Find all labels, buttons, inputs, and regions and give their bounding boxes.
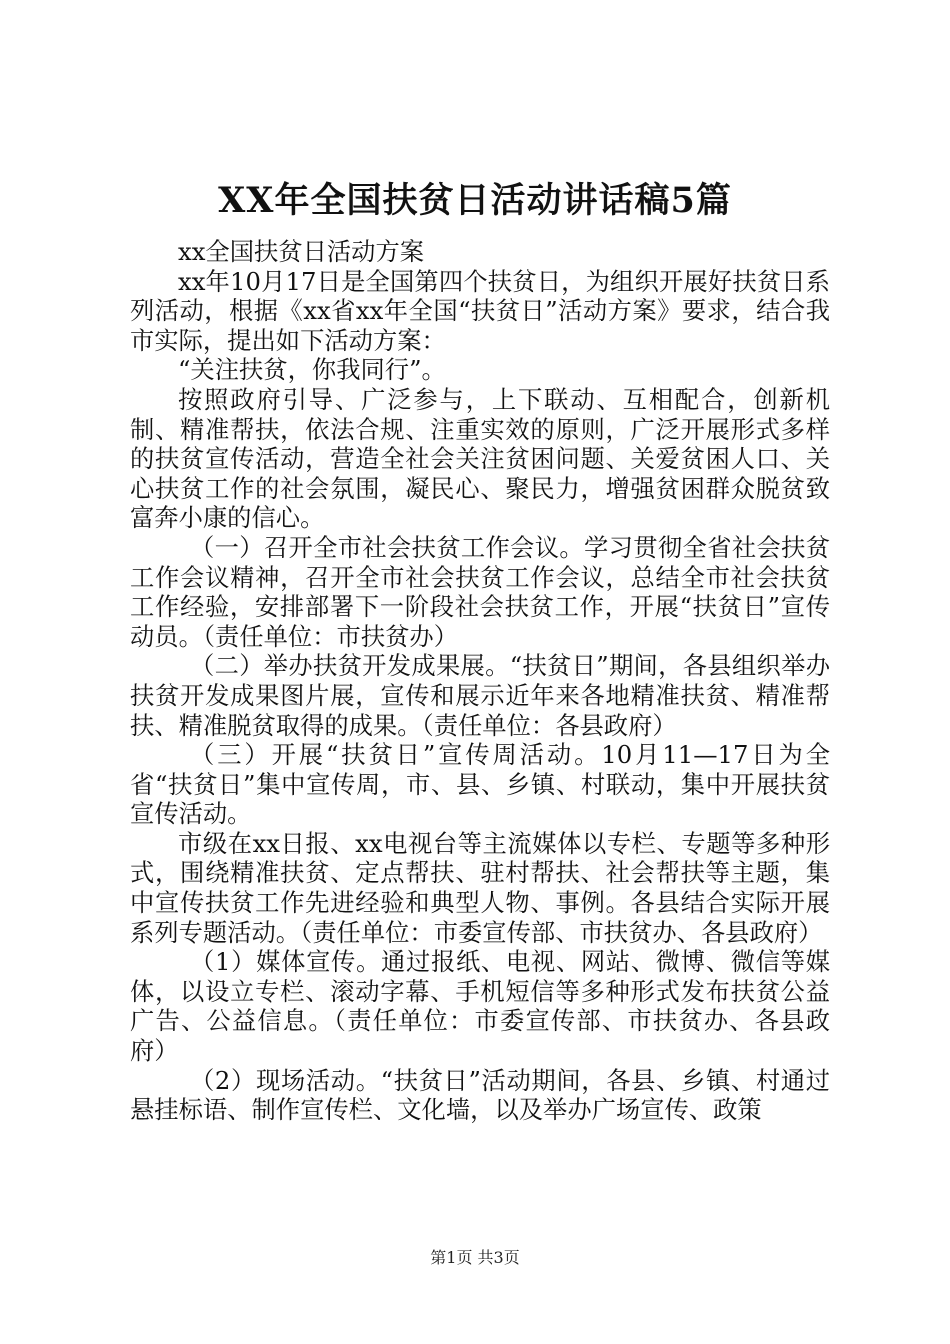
paragraph-intro: xx年10月17日是全国第四个扶贫日，为组织开展好扶贫日系列活动，根据《xx省xx年全国“扶贫日”活动方案》要求，结合我市实际，提出如下活动方案： — [130, 266, 830, 355]
page-footer: 第1页 共3页 — [430, 1248, 520, 1267]
paragraph-plan-heading: xx全国扶贫日活动方案 — [178, 237, 425, 266]
paragraph-item-2: （二）举办扶贫开发成果展。“扶贫日”期间，各县组织举办扶贫开发成果图片展，宣传和展示近年来各地精准扶贫、精准帮扶、精准脱贫取得的成果。（责任单位：各县政府） — [130, 651, 830, 740]
paragraph-onsite-activities: （2）现场活动。“扶贫日”活动期间，各县、乡镇、村通过悬挂标语、制作宣传栏、文化墙，以及举办广场宣传、政策 — [130, 1065, 830, 1125]
document-body — [130, 237, 830, 1125]
paragraph-item-1: （一）召开全市社会扶贫工作会议。学习贯彻全省社会扶贫工作会议精神，召开全市社会扶贫工作会议，总结全市社会扶贫工作经验，安排部署下一阶段社会扶贫工作，开展“扶贫日”宣传动员。（责任单位：市扶贫办） — [130, 532, 830, 651]
document-title: XX年全国扶贫日活动讲话稿5篇 — [218, 180, 732, 221]
paragraph-media-publicity: （1）媒体宣传。通过报纸、电视、网站、微博、微信等媒体，以设立专栏、滚动字幕、手机短信等多种形式发布扶贫公益广告、公益信息。（责任单位：市委宣传部、市扶贫办、各县政府） — [130, 947, 830, 1066]
paragraph-principles: 按照政府引导、广泛参与，上下联动、互相配合，创新机制、精准帮扶，依法合规、注重实效的原则，广泛开展形式多样的扶贫宣传活动，营造全社会关注贫困问题、关爱贫困人口、关心扶贫工作的社会氛围，凝民心、聚民力，增强贫困群众脱贫致富奔小康的信心。 — [130, 384, 830, 533]
paragraph-item-3: （三）开展“扶贫日”宣传周活动。10月11—17日为全省“扶贫日”集中宣传周，市、县、乡镇、村联动，集中开展扶贫宣传活动。 — [130, 740, 830, 829]
paragraph-city-media: 市级在xx日报、xx电视台等主流媒体以专栏、专题等多种形式，围绕精准扶贫、定点帮扶、驻村帮扶、社会帮扶等主题，集中宣传扶贫工作先进经验和典型人物、事例。各县结合实际开展系列专题活动。（责任单位：市委宣传部、市扶贫办、各县政府） — [130, 828, 830, 947]
paragraph-theme: “关注扶贫，你我同行”。 — [178, 355, 446, 385]
